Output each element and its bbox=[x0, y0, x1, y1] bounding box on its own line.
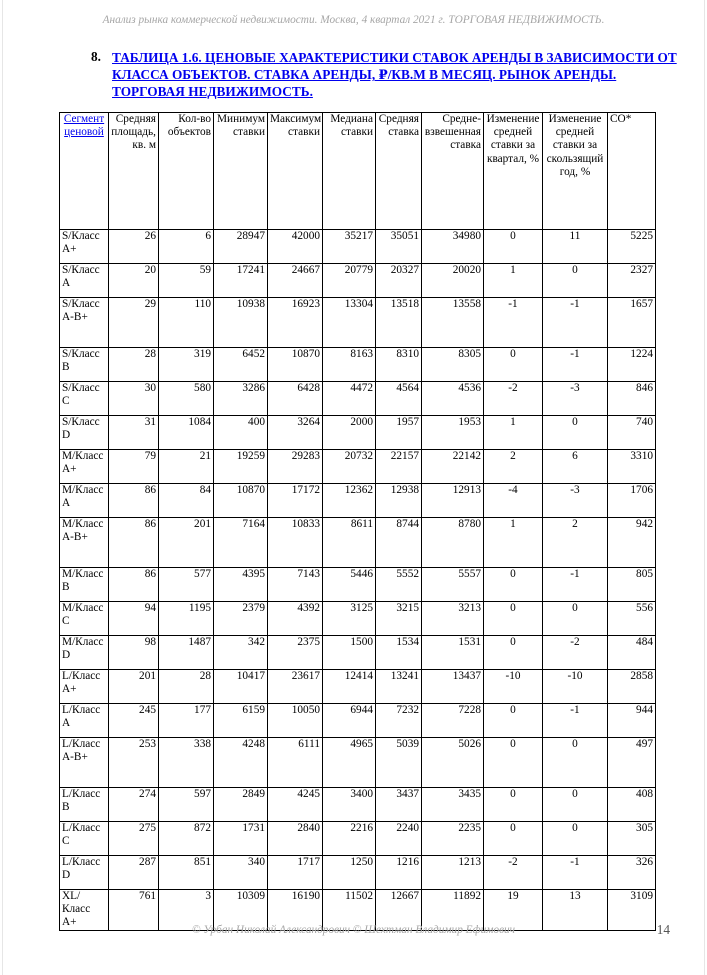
column-header-avg-area: Средняя площадь, кв. м bbox=[109, 113, 159, 230]
table-row bbox=[60, 822, 656, 856]
cell-avg-area: 79 bbox=[109, 450, 159, 484]
cell-min-rate: 10870 bbox=[214, 484, 268, 518]
cell-avg-rate: 1216 bbox=[376, 856, 422, 890]
cell-min-rate: 4248 bbox=[214, 738, 268, 788]
cell-avg-rate: 3437 bbox=[376, 788, 422, 822]
column-header-year-change: Изменение средней ставки за скользящий год, % bbox=[543, 113, 608, 230]
cell-year-change: -1 bbox=[543, 298, 608, 348]
cell-max-rate: 6111 bbox=[268, 738, 323, 788]
cell-median-rate: 12362 bbox=[323, 484, 376, 518]
cell-object-count: 580 bbox=[159, 382, 214, 416]
table-body bbox=[60, 230, 656, 931]
cell-segment: M/Класс A+ bbox=[60, 450, 109, 484]
cell-avg-rate: 13518 bbox=[376, 298, 422, 348]
cell-object-count: 59 bbox=[159, 264, 214, 298]
section-heading bbox=[91, 49, 691, 100]
cell-year-change: -3 bbox=[543, 382, 608, 416]
cell-median-rate: 11502 bbox=[323, 890, 376, 931]
cell-median-rate: 20732 bbox=[323, 450, 376, 484]
cell-object-count: 3 bbox=[159, 890, 214, 931]
cell-object-count: 851 bbox=[159, 856, 214, 890]
cell-year-change: -1 bbox=[543, 704, 608, 738]
cell-max-rate: 6428 bbox=[268, 382, 323, 416]
cell-avg-area: 201 bbox=[109, 670, 159, 704]
cell-object-count: 84 bbox=[159, 484, 214, 518]
cell-quarter-change: -10 bbox=[484, 670, 543, 704]
cell-weighted-rate: 13558 bbox=[422, 298, 484, 348]
cell-year-change: -1 bbox=[543, 348, 608, 382]
cell-std-dev: 846 bbox=[608, 382, 656, 416]
cell-object-count: 201 bbox=[159, 518, 214, 568]
cell-max-rate: 2840 bbox=[268, 822, 323, 856]
cell-std-dev: 484 bbox=[608, 636, 656, 670]
cell-avg-area: 30 bbox=[109, 382, 159, 416]
footer-authors: © Урбан Николай Александрович © Шехтман Владимир Ефимович bbox=[191, 924, 516, 936]
cell-quarter-change: 0 bbox=[484, 738, 543, 788]
cell-segment: XL/Класс A+ bbox=[60, 890, 109, 931]
table-row bbox=[60, 738, 656, 788]
cell-quarter-change: 0 bbox=[484, 704, 543, 738]
page-number: 14 bbox=[656, 922, 670, 937]
cell-object-count: 21 bbox=[159, 450, 214, 484]
cell-median-rate: 3400 bbox=[323, 788, 376, 822]
cell-max-rate: 24667 bbox=[268, 264, 323, 298]
cell-avg-rate: 3215 bbox=[376, 602, 422, 636]
cell-min-rate: 2849 bbox=[214, 788, 268, 822]
table-row bbox=[60, 484, 656, 518]
cell-weighted-rate: 7228 bbox=[422, 704, 484, 738]
cell-segment: S/Класс A-B+ bbox=[60, 298, 109, 348]
table-row bbox=[60, 230, 656, 264]
cell-quarter-change: -4 bbox=[484, 484, 543, 518]
cell-quarter-change: 1 bbox=[484, 518, 543, 568]
cell-std-dev: 944 bbox=[608, 704, 656, 738]
cell-weighted-rate: 4536 bbox=[422, 382, 484, 416]
cell-weighted-rate: 20020 bbox=[422, 264, 484, 298]
cell-median-rate: 1250 bbox=[323, 856, 376, 890]
page bbox=[2, 0, 705, 975]
cell-std-dev: 3310 bbox=[608, 450, 656, 484]
cell-median-rate: 4472 bbox=[323, 382, 376, 416]
cell-max-rate: 1717 bbox=[268, 856, 323, 890]
cell-max-rate: 29283 bbox=[268, 450, 323, 484]
cell-avg-area: 86 bbox=[109, 484, 159, 518]
cell-segment: L/Класс D bbox=[60, 856, 109, 890]
table-header-row bbox=[60, 113, 656, 230]
cell-segment: L/Класс A-B+ bbox=[60, 738, 109, 788]
column-header-avg-rate: Средняя ставка bbox=[376, 113, 422, 230]
cell-median-rate: 5446 bbox=[323, 568, 376, 602]
cell-avg-rate: 2240 bbox=[376, 822, 422, 856]
cell-year-change: 2 bbox=[543, 518, 608, 568]
cell-std-dev: 1657 bbox=[608, 298, 656, 348]
cell-max-rate: 2375 bbox=[268, 636, 323, 670]
table-row bbox=[60, 788, 656, 822]
cell-avg-area: 253 bbox=[109, 738, 159, 788]
cell-year-change: -3 bbox=[543, 484, 608, 518]
table-row bbox=[60, 382, 656, 416]
cell-avg-rate: 8310 bbox=[376, 348, 422, 382]
cell-std-dev: 1224 bbox=[608, 348, 656, 382]
cell-min-rate: 4395 bbox=[214, 568, 268, 602]
cell-year-change: 6 bbox=[543, 450, 608, 484]
cell-max-rate: 3264 bbox=[268, 416, 323, 450]
cell-median-rate: 6944 bbox=[323, 704, 376, 738]
cell-avg-rate: 12667 bbox=[376, 890, 422, 931]
cell-max-rate: 7143 bbox=[268, 568, 323, 602]
cell-std-dev: 942 bbox=[608, 518, 656, 568]
cell-std-dev: 2858 bbox=[608, 670, 656, 704]
cell-std-dev: 5225 bbox=[608, 230, 656, 264]
cell-min-rate: 342 bbox=[214, 636, 268, 670]
cell-quarter-change: 1 bbox=[484, 416, 543, 450]
cell-median-rate: 20779 bbox=[323, 264, 376, 298]
cell-quarter-change: 0 bbox=[484, 568, 543, 602]
cell-object-count: 597 bbox=[159, 788, 214, 822]
column-header-quarter-change: Изменение средней ставки за квартал, % bbox=[484, 113, 543, 230]
cell-min-rate: 6159 bbox=[214, 704, 268, 738]
cell-quarter-change: 0 bbox=[484, 636, 543, 670]
cell-max-rate: 10870 bbox=[268, 348, 323, 382]
cell-object-count: 577 bbox=[159, 568, 214, 602]
cell-quarter-change: 0 bbox=[484, 348, 543, 382]
running-header: Анализ рынка коммерческой недвижимости. Москва, 4 квартал 2021 г. ТОРГОВАЯ НЕДВИЖИМОСТЬ. bbox=[102, 14, 605, 26]
cell-std-dev: 556 bbox=[608, 602, 656, 636]
cell-quarter-change: -2 bbox=[484, 856, 543, 890]
cell-std-dev: 1706 bbox=[608, 484, 656, 518]
cell-segment: L/Класс A+ bbox=[60, 670, 109, 704]
cell-quarter-change: 0 bbox=[484, 788, 543, 822]
cell-segment: M/Класс A-B+ bbox=[60, 518, 109, 568]
cell-max-rate: 10050 bbox=[268, 704, 323, 738]
cell-weighted-rate: 22142 bbox=[422, 450, 484, 484]
cell-object-count: 319 bbox=[159, 348, 214, 382]
cell-std-dev: 3109 bbox=[608, 890, 656, 931]
cell-quarter-change: 0 bbox=[484, 602, 543, 636]
cell-avg-area: 275 bbox=[109, 822, 159, 856]
cell-segment: S/Класс C bbox=[60, 382, 109, 416]
cell-year-change: 0 bbox=[543, 416, 608, 450]
cell-std-dev: 2327 bbox=[608, 264, 656, 298]
cell-std-dev: 740 bbox=[608, 416, 656, 450]
cell-avg-rate: 35051 bbox=[376, 230, 422, 264]
cell-segment: S/Класс A+ bbox=[60, 230, 109, 264]
cell-object-count: 872 bbox=[159, 822, 214, 856]
table-row bbox=[60, 348, 656, 382]
cell-quarter-change: -1 bbox=[484, 298, 543, 348]
cell-quarter-change: 0 bbox=[484, 230, 543, 264]
cell-avg-area: 274 bbox=[109, 788, 159, 822]
cell-avg-area: 29 bbox=[109, 298, 159, 348]
cell-median-rate: 2216 bbox=[323, 822, 376, 856]
cell-weighted-rate: 1531 bbox=[422, 636, 484, 670]
cell-median-rate: 3125 bbox=[323, 602, 376, 636]
cell-object-count: 1195 bbox=[159, 602, 214, 636]
table-row bbox=[60, 298, 656, 348]
cell-weighted-rate: 8780 bbox=[422, 518, 484, 568]
cell-year-change: 0 bbox=[543, 264, 608, 298]
cell-std-dev: 805 bbox=[608, 568, 656, 602]
cell-max-rate: 16923 bbox=[268, 298, 323, 348]
cell-segment: S/Класс D bbox=[60, 416, 109, 450]
cell-segment: M/Класс B bbox=[60, 568, 109, 602]
cell-weighted-rate: 12913 bbox=[422, 484, 484, 518]
cell-weighted-rate: 13437 bbox=[422, 670, 484, 704]
cell-avg-area: 98 bbox=[109, 636, 159, 670]
table-row bbox=[60, 856, 656, 890]
cell-median-rate: 4965 bbox=[323, 738, 376, 788]
cell-segment: L/Класс A bbox=[60, 704, 109, 738]
cell-object-count: 338 bbox=[159, 738, 214, 788]
section-number: 8. bbox=[91, 49, 101, 64]
cell-min-rate: 10417 bbox=[214, 670, 268, 704]
column-header-max-rate: Максимум ставки bbox=[268, 113, 323, 230]
cell-weighted-rate: 5557 bbox=[422, 568, 484, 602]
table-row bbox=[60, 416, 656, 450]
column-header-weighted-rate: Средне-взвешенная ставка bbox=[422, 113, 484, 230]
cell-avg-rate: 5552 bbox=[376, 568, 422, 602]
cell-median-rate: 35217 bbox=[323, 230, 376, 264]
cell-quarter-change: -2 bbox=[484, 382, 543, 416]
cell-object-count: 110 bbox=[159, 298, 214, 348]
cell-std-dev: 326 bbox=[608, 856, 656, 890]
cell-median-rate: 2000 bbox=[323, 416, 376, 450]
cell-year-change: 13 bbox=[543, 890, 608, 931]
column-header-std-dev: СО* bbox=[608, 113, 656, 230]
cell-year-change: -2 bbox=[543, 636, 608, 670]
cell-min-rate: 1731 bbox=[214, 822, 268, 856]
cell-avg-area: 28 bbox=[109, 348, 159, 382]
cell-year-change: -1 bbox=[543, 856, 608, 890]
cell-avg-area: 245 bbox=[109, 704, 159, 738]
cell-object-count: 28 bbox=[159, 670, 214, 704]
cell-median-rate: 12414 bbox=[323, 670, 376, 704]
rent-rates-table bbox=[59, 112, 656, 931]
cell-min-rate: 10938 bbox=[214, 298, 268, 348]
cell-segment: M/Класс D bbox=[60, 636, 109, 670]
cell-year-change: 0 bbox=[543, 822, 608, 856]
cell-weighted-rate: 2235 bbox=[422, 822, 484, 856]
cell-max-rate: 16190 bbox=[268, 890, 323, 931]
table-row bbox=[60, 264, 656, 298]
cell-avg-area: 86 bbox=[109, 518, 159, 568]
cell-avg-area: 761 bbox=[109, 890, 159, 931]
cell-avg-rate: 20327 bbox=[376, 264, 422, 298]
cell-avg-rate: 13241 bbox=[376, 670, 422, 704]
cell-min-rate: 19259 bbox=[214, 450, 268, 484]
cell-year-change: 0 bbox=[543, 788, 608, 822]
column-header-object-count: Кол-во объектов bbox=[159, 113, 214, 230]
cell-object-count: 1084 bbox=[159, 416, 214, 450]
cell-max-rate: 10833 bbox=[268, 518, 323, 568]
column-header-segment[interactable]: Сегмент ценовой bbox=[60, 113, 109, 230]
cell-avg-rate: 12938 bbox=[376, 484, 422, 518]
table-row bbox=[60, 568, 656, 602]
cell-avg-rate: 7232 bbox=[376, 704, 422, 738]
cell-min-rate: 17241 bbox=[214, 264, 268, 298]
cell-median-rate: 8163 bbox=[323, 348, 376, 382]
cell-object-count: 6 bbox=[159, 230, 214, 264]
cell-object-count: 1487 bbox=[159, 636, 214, 670]
cell-weighted-rate: 1953 bbox=[422, 416, 484, 450]
cell-year-change: -1 bbox=[543, 568, 608, 602]
cell-min-rate: 3286 bbox=[214, 382, 268, 416]
cell-year-change: 11 bbox=[543, 230, 608, 264]
section-title-link[interactable]: ТАБЛИЦА 1.6. ЦЕНОВЫЕ ХАРАКТЕРИСТИКИ СТАВОК АРЕНДЫ В ЗАВИСИМОСТИ ОТ КЛАССА ОБЪЕКТОВ. СТАВКА АРЕНДЫ, ₽/КВ.М В МЕСЯЦ. РЫНОК АРЕНДЫ. ТОРГОВАЯ НЕДВИЖИМОСТЬ. bbox=[112, 50, 677, 99]
cell-max-rate: 42000 bbox=[268, 230, 323, 264]
table-row bbox=[60, 704, 656, 738]
cell-avg-area: 31 bbox=[109, 416, 159, 450]
cell-segment: L/Класс C bbox=[60, 822, 109, 856]
cell-avg-rate: 4564 bbox=[376, 382, 422, 416]
column-header-median-rate: Медиана ставки bbox=[323, 113, 376, 230]
cell-weighted-rate: 34980 bbox=[422, 230, 484, 264]
cell-avg-rate: 1957 bbox=[376, 416, 422, 450]
cell-quarter-change: 1 bbox=[484, 264, 543, 298]
cell-quarter-change: 2 bbox=[484, 450, 543, 484]
cell-avg-area: 287 bbox=[109, 856, 159, 890]
cell-min-rate: 340 bbox=[214, 856, 268, 890]
cell-segment: M/Класс A bbox=[60, 484, 109, 518]
cell-segment: M/Класс C bbox=[60, 602, 109, 636]
cell-segment: S/Класс B bbox=[60, 348, 109, 382]
cell-min-rate: 400 bbox=[214, 416, 268, 450]
table-row bbox=[60, 636, 656, 670]
cell-std-dev: 408 bbox=[608, 788, 656, 822]
cell-avg-rate: 8744 bbox=[376, 518, 422, 568]
cell-quarter-change: 19 bbox=[484, 890, 543, 931]
cell-median-rate: 1500 bbox=[323, 636, 376, 670]
cell-median-rate: 8611 bbox=[323, 518, 376, 568]
cell-avg-area: 20 bbox=[109, 264, 159, 298]
table-row bbox=[60, 602, 656, 636]
cell-std-dev: 497 bbox=[608, 738, 656, 788]
cell-year-change: 0 bbox=[543, 738, 608, 788]
cell-weighted-rate: 5026 bbox=[422, 738, 484, 788]
cell-segment: S/Класс A bbox=[60, 264, 109, 298]
cell-avg-area: 26 bbox=[109, 230, 159, 264]
cell-weighted-rate: 3213 bbox=[422, 602, 484, 636]
cell-max-rate: 4392 bbox=[268, 602, 323, 636]
cell-max-rate: 23617 bbox=[268, 670, 323, 704]
cell-avg-rate: 22157 bbox=[376, 450, 422, 484]
cell-weighted-rate: 3435 bbox=[422, 788, 484, 822]
cell-std-dev: 305 bbox=[608, 822, 656, 856]
table-row bbox=[60, 670, 656, 704]
column-header-min-rate: Минимум ставки bbox=[214, 113, 268, 230]
cell-year-change: -10 bbox=[543, 670, 608, 704]
table-row bbox=[60, 518, 656, 568]
table-row bbox=[60, 450, 656, 484]
cell-object-count: 177 bbox=[159, 704, 214, 738]
cell-avg-area: 86 bbox=[109, 568, 159, 602]
cell-quarter-change: 0 bbox=[484, 822, 543, 856]
cell-avg-rate: 1534 bbox=[376, 636, 422, 670]
cell-avg-area: 94 bbox=[109, 602, 159, 636]
cell-min-rate: 6452 bbox=[214, 348, 268, 382]
cell-max-rate: 17172 bbox=[268, 484, 323, 518]
cell-weighted-rate: 1213 bbox=[422, 856, 484, 890]
cell-weighted-rate: 8305 bbox=[422, 348, 484, 382]
cell-avg-rate: 5039 bbox=[376, 738, 422, 788]
cell-year-change: 0 bbox=[543, 602, 608, 636]
cell-min-rate: 28947 bbox=[214, 230, 268, 264]
cell-max-rate: 4245 bbox=[268, 788, 323, 822]
cell-min-rate: 7164 bbox=[214, 518, 268, 568]
cell-min-rate: 10309 bbox=[214, 890, 268, 931]
cell-min-rate: 2379 bbox=[214, 602, 268, 636]
cell-median-rate: 13304 bbox=[323, 298, 376, 348]
cell-weighted-rate: 11892 bbox=[422, 890, 484, 931]
cell-segment: L/Класс B bbox=[60, 788, 109, 822]
